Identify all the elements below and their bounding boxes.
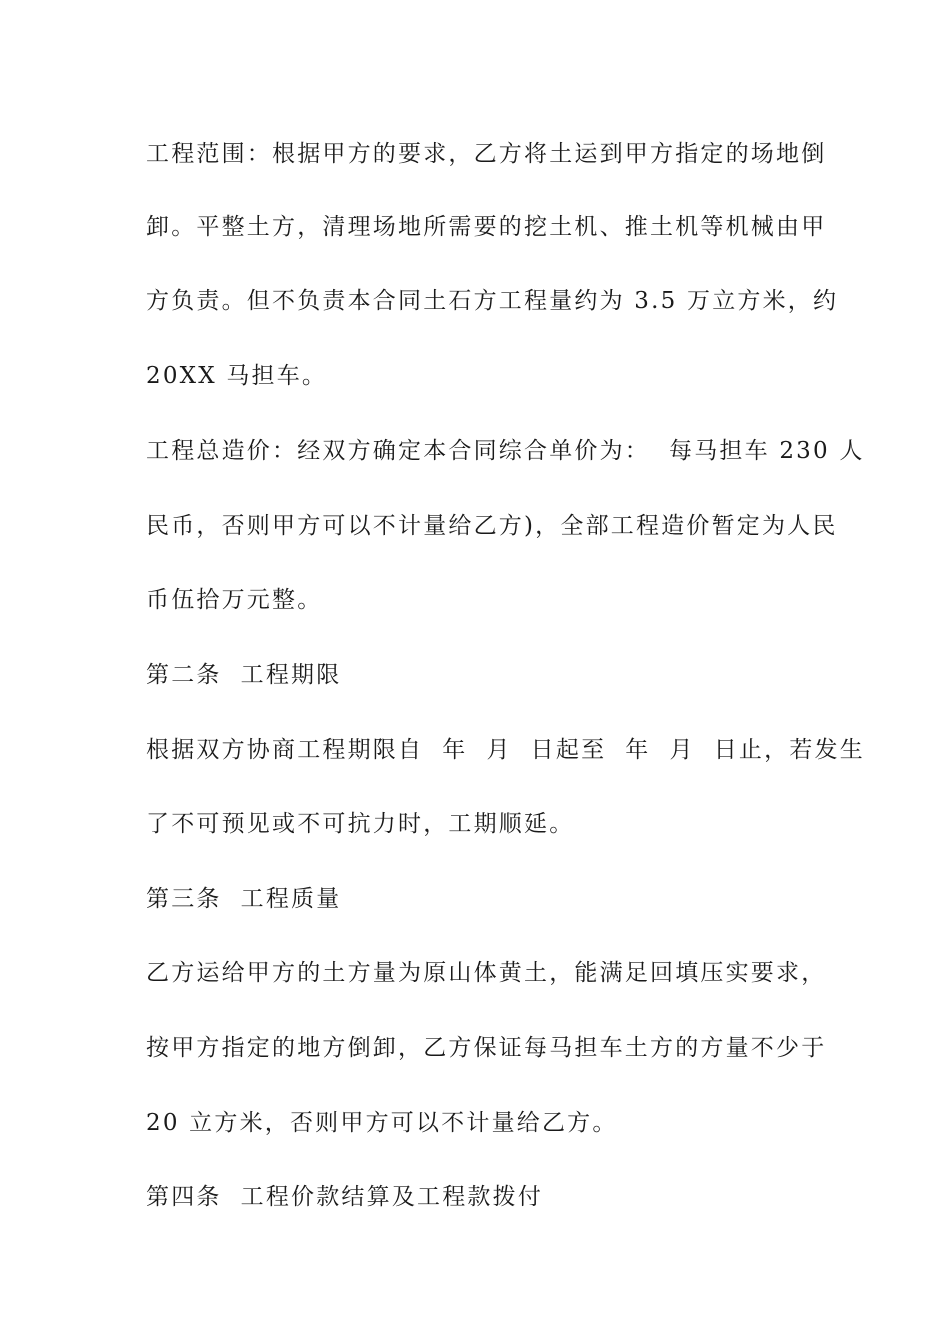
section-heading: 第二条 工程期限	[146, 662, 342, 688]
body-text-line: 工程范围：根据甲方的要求，乙方将土运到甲方指定的场地倒	[146, 141, 827, 167]
section-heading: 第四条 工程价款结算及工程款拨付	[146, 1184, 544, 1210]
body-text-line: 了不可预见或不可抗力时，工期顺延。	[146, 811, 575, 837]
body-text-line: 工程总造价：经双方确定本合同综合单价为： 每马担车 230 人	[146, 438, 865, 464]
body-text-line: 乙方运给甲方的土方量为原山体黄土，能满足回填压实要求，	[146, 960, 827, 986]
body-text-line: 20XX 马担车。	[146, 363, 328, 389]
section-heading: 第三条 工程质量	[146, 886, 342, 912]
body-text-line: 币伍拾万元整。	[146, 587, 323, 613]
body-text-line: 按甲方指定的地方倒卸，乙方保证每马担车土方的方量不少于	[146, 1035, 827, 1061]
body-text-line: 卸。平整土方，清理场地所需要的挖土机、推土机等机械由甲	[146, 214, 827, 240]
body-text-line: 方负责。但不负责本合同土石方工程量约为 3.5 万立方米，约	[146, 288, 839, 314]
body-text-line: 20 立方米，否则甲方可以不计量给乙方。	[146, 1110, 618, 1136]
body-text-line: 民币，否则甲方可以不计量给乙方)，全部工程造价暂定为人民	[146, 513, 838, 539]
body-text-line: 根据双方协商工程期限自 年 月 日起至 年 月 日止，若发生	[146, 737, 865, 763]
